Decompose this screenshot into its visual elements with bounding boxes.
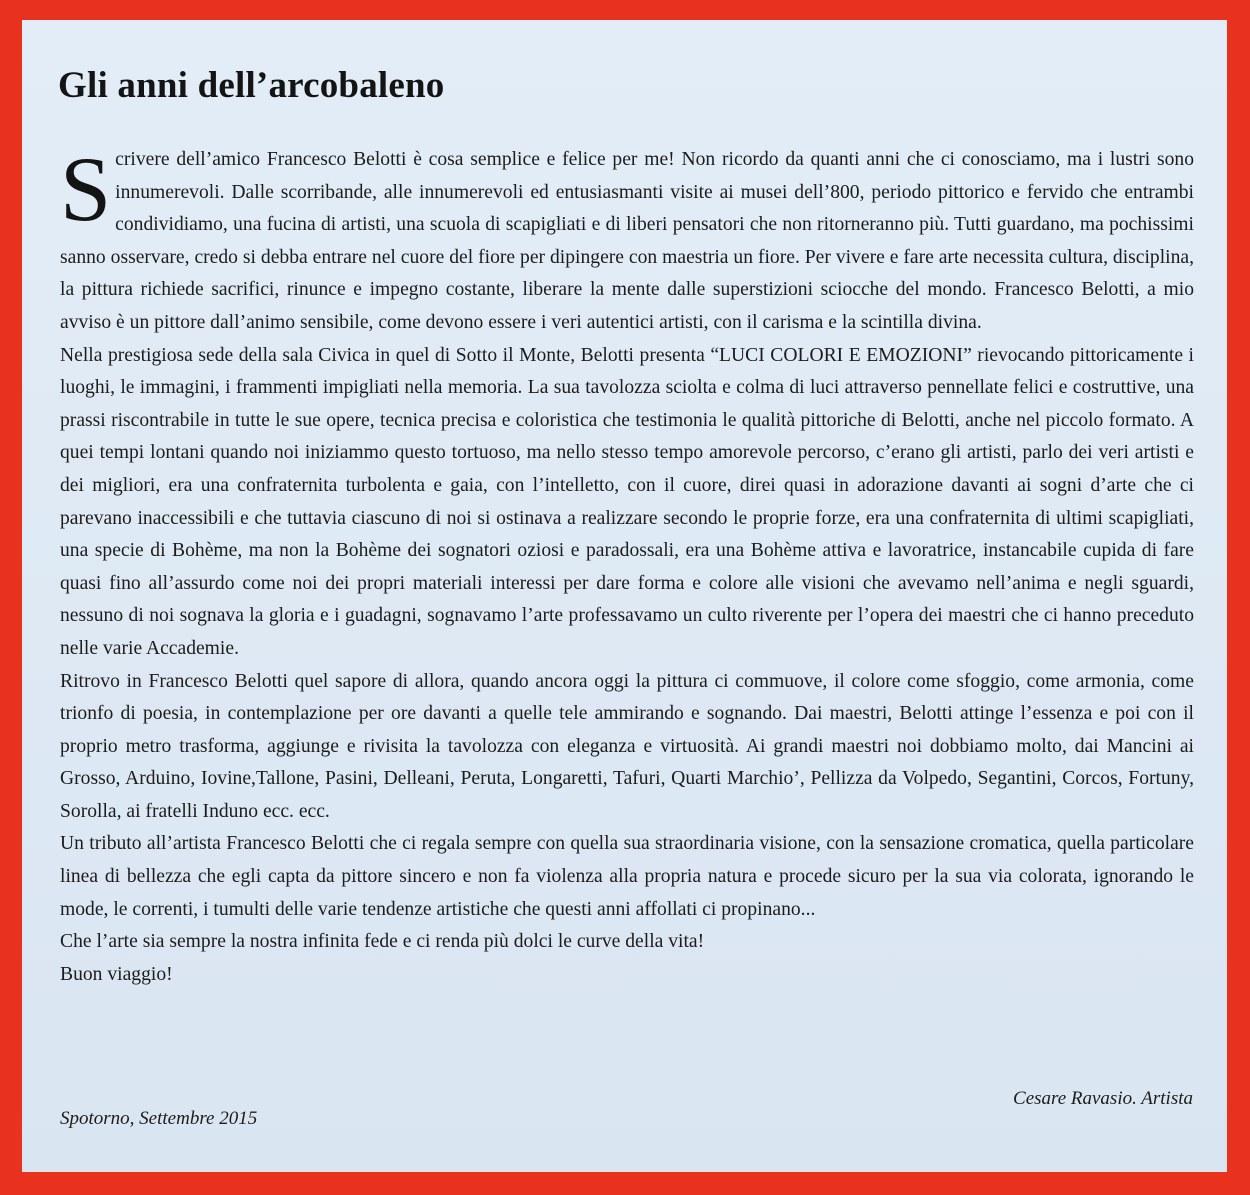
document-page <box>22 20 1227 1172</box>
place-date: Spotorno, Settembre 2015 <box>60 1108 258 1129</box>
paragraph-1 <box>60 138 1194 340</box>
author-signature: Cesare Ravasio. Artista <box>1013 1088 1193 1109</box>
document-body <box>60 138 1194 991</box>
drop-cap: S <box>60 138 112 240</box>
document-title: Gli anni dell’arcobaleno <box>58 65 445 106</box>
paragraph-4: Un tributo all’artista Francesco Belotti che ci regala sempre con quella sua straordinaria visione, con la sensazione cromatica, quella particolare linea di bellezza che egli capta da pittore sincero e non fa violenza alla propria natura e procede sicuro per la sua via colorata, ignorando le mode, le correnti, i tumulti delle varie tendenze artistiche che questi anni affollati ci propinano... <box>60 833 1194 920</box>
paragraph-2: Nella prestigiosa sede della sala Civica in quel di Sotto il Monte, Belotti presenta “LUCI COLORI E EMOZIONI” rievocando pittoricamente i luoghi, le immagini, i frammenti impigliati nella memoria. La sua tavolozza sciolta e colma di luci attraverso pennellate felici e costruttive, una prassi riscontrabile in tutte le sue opere, tecnica precisa e coloristica che testimonia le qualità pittoriche di Belotti, anche nel piccolo formato. A quei tempi lontani quando noi iniziammo questo tortuoso, ma nello stesso tempo amorevole percorso, c’erano gli artisti, parlo dei veri artisti e dei migliori, era una confraternita turbolenta e gaia, con l’intelletto, con il cuore, direi quasi in adorazione davanti ai sogni d’arte che ci parevano inaccessibili e che tuttavia ciascuno di noi si ostinava a realizzare secondo le proprie forze, era una confraternita di ultimi scapigliati, una specie di Bohème, ma non la Bohème dei sognatori oziosi e paradossali, era una Bohème attiva e lavoratrice, instancabile cupida di fare quasi fino all’assurdo come noi dei propri materiali interessi per dare forma e colore alle visioni che avevamo nell’anima e negli sguardi, nessuno di noi sognava la gloria e i guadagni, sognavamo l’arte professavamo un culto riverente per l’opera dei maestri che ci hanno preceduto nelle varie Accademie. <box>60 344 1194 659</box>
paragraph-6: Buon viaggio! <box>60 963 173 985</box>
paragraph-1-text: crivere dell’amico Francesco Belotti è cosa semplice e felice per me! Non ricordo da quanti anni che ci conosciamo, ma i lustri sono innumerevoli. Dalle scorribande, alle innumerevoli ed entusiasmanti visite ai musei dell’800, periodo pittorico e fervido che entrambi condividiamo, una fucina di artisti, una scuola di scapigliati e di liberi pensatori che non ritorneranno più. Tutti guardano, ma pochissimi sanno osservare, credo si debba entrare nel cuore del fiore per dipingere con maestria un fiore. Per vivere e fare arte necessita cultura, disciplina, la pittura richiede sacrifici, rinunce e impegno costante, liberare la mente dalle superstizioni sciocche del mondo. Francesco Belotti, a mio avviso è un pittore dall’animo sensibile, come devono essere i veri autentici artisti, con il carisma e la scintilla divina. <box>60 149 1194 333</box>
paragraph-5: Che l’arte sia sempre la nostra infinita fede e ci renda più dolci le curve della vita! <box>60 931 705 953</box>
paragraph-3: Ritrovo in Francesco Belotti quel sapore di allora, quando ancora oggi la pittura ci commuove, il colore come sfoggio, come armonia, come trionfo di poesia, in contemplazione per ore davanti a quelle tele ammirando e sognando. Dai maestri, Belotti attinge l’essenza e poi con il proprio metro trasforma, aggiunge e rivisita la tavolozza con eleganza e virtuosità. Ai grandi maestri noi dobbiamo molto, dai Mancini ai Grosso, Arduino, Iovine,Tallone, Pasini, Delleani, Peruta, Longaretti, Tafuri, Quarti Marchio’, Pellizza da Volpedo, Segantini, Corcos, Fortuny, Sorolla, ai fratelli Induno ecc. ecc. <box>60 670 1194 822</box>
